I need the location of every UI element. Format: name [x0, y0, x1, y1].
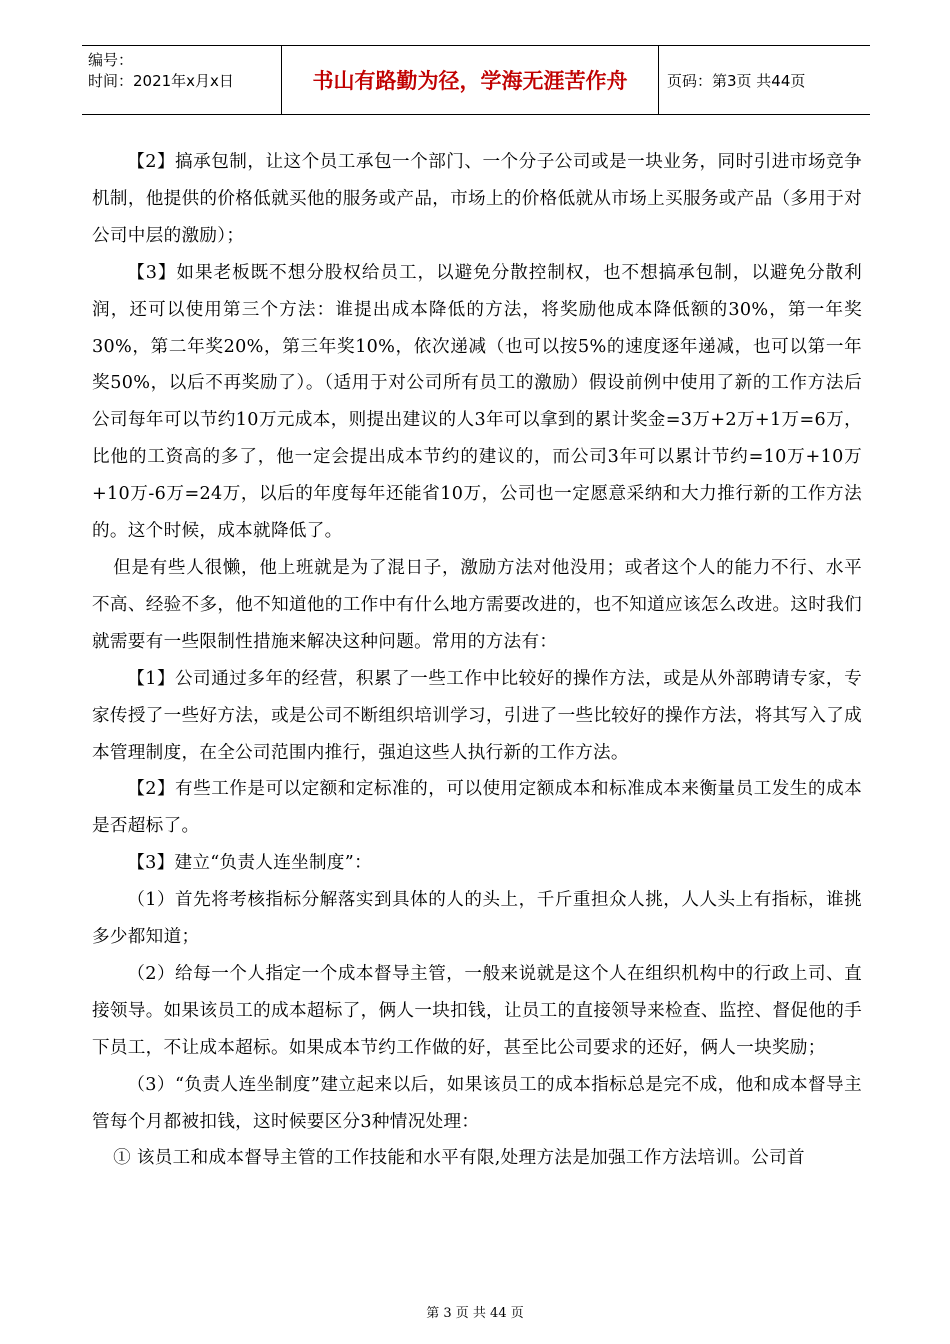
header-motto: 书山有路勤为径，学海无涯苦作舟 — [282, 46, 659, 114]
document-time-label: 时间：2021年x月x日 — [88, 72, 234, 90]
document-number-label: 编号： — [88, 51, 134, 69]
paragraph: （3）“负责人连坐制度”建立起来以后，如果该员工的成本指标总是完不成，他和成本督导主管每个月都被扣钱，这时候要区分3种情况处理： — [92, 1074, 862, 1132]
paragraph: 【3】建立“负责人连坐制度”： — [127, 853, 372, 874]
paragraph: 【3】如果老板既不想分股权给员工，以避免分散控制权，也不想搞承包制，以避免分散利润，还可以使用第三个方法：谁提出成本降低的方法，将奖励他成本降低额的30%，第一年奖30%，第二年奖20%，第三年奖10%，依次递减（也可以按5%的速度逐年递减，也可以第一年奖50%，以后不再奖励了）。（适用于对公司所有员工的激励）假设前例中使用了新的工作方法后公司每年可以节约10万元成本，则提出建议的人3年可以拿到的累计奖金=3万+2万+1万=6万，比他的工资高的多了，他一定会提出成本节约的建议的，而公司3年可以累计节约=10万+10万+10万-6万=24万，以后的年度每年还能省10万，公司也一定愿意采纳和大力推行新的工作方法的。这个时候，成本就降低了。 — [92, 262, 862, 542]
page-footer: 第 3 页 共 44 页 — [426, 1306, 524, 1321]
page-header — [82, 45, 870, 115]
paragraph: 【2】有些工作是可以定额和定标准的，可以使用定额成本和标准成本来衡量员工发生的成本是否超标了。 — [92, 779, 862, 837]
header-meta — [82, 46, 282, 114]
paragraph: （1）首先将考核指标分解落实到具体的人的头上，千斤重担众人挑，人人头上有指标，谁挑多少都知道； — [92, 890, 862, 948]
header-page-info: 页码：第3页 共44页 — [667, 71, 806, 90]
paragraph: 【1】公司通过多年的经营，积累了一些工作中比较好的操作方法，或是从外部聘请专家，专家传授了一些好方法，或是公司不断组织培训学习，引进了一些比较好的操作方法，将其写入了成本管理制度，在全公司范围内推行，强迫这些人执行新的工作方法。 — [92, 668, 862, 763]
paragraph: 但是有些人很懒，他上班就是为了混日子，激励方法对他没用；或者这个人的能力不行、水平不高、经验不多，他不知道他的工作中有什么地方需要改进的，也不知道应该怎么改进。这时我们就需要有一些限制性措施来解决这种问题。常用的方法有： — [92, 557, 862, 652]
paragraph: ① 该员工和成本督导主管的工作技能和水平有限,处理方法是加强工作方法培训。公司首 — [113, 1148, 805, 1169]
paragraph: 【2】搞承包制，让这个员工承包一个部门、一个分子公司或是一块业务，同时引进市场竞争机制，他提供的价格低就买他的服务或产品，市场上的价格低就从市场上买服务或产品（多用于对公司中层的激励）； — [92, 152, 862, 246]
paragraph: （2）给每一个人指定一个成本督导主管，一般来说就是这个人在组织机构中的行政上司、直接领导。如果该员工的成本超标了，俩人一块扣钱，让员工的直接领导来检查、监控、督促他的手下员工，不让成本超标。如果成本节约工作做的好，甚至比公司要求的还好，俩人一块奖励； — [92, 963, 862, 1058]
document-body — [92, 144, 862, 1177]
